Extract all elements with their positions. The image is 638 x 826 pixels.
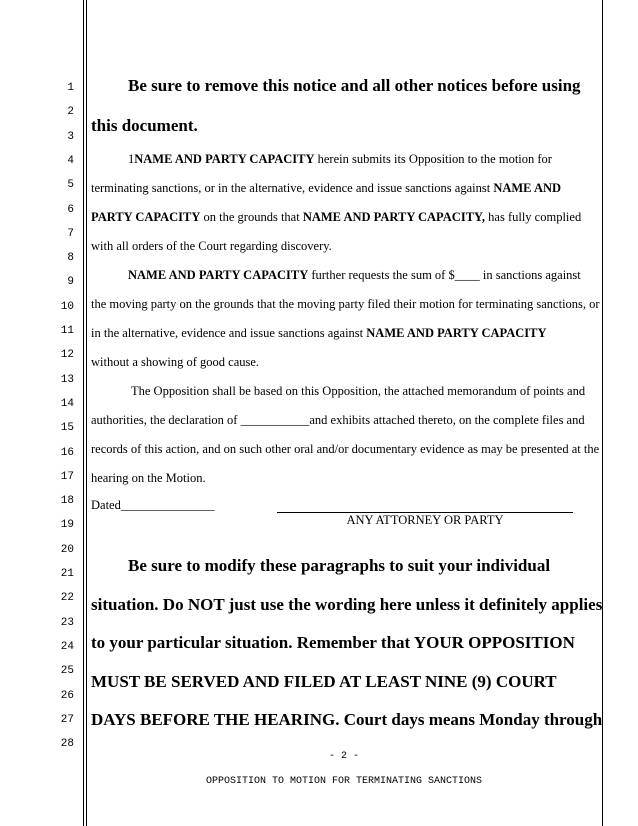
line-number: 4 (67, 154, 74, 167)
para2-text: in the alternative, evidence and issue sanctions against (91, 326, 367, 340)
line-number: 10 (60, 300, 74, 313)
line-number: 17 (60, 470, 74, 483)
signer-name: ANY ATTORNEY OR PARTY (346, 513, 504, 527)
party-name: PARTY CAPACITY (91, 210, 201, 224)
notice-bottom-line-2: situation. Do NOT just use the wording here unless it definitely applies (91, 595, 603, 614)
para3-text: authorities, the declaration of (91, 413, 241, 427)
party-name: NAME AND (493, 181, 562, 195)
amount-blank: ____ (454, 268, 480, 282)
para1-line-3 (91, 209, 581, 225)
right-margin-rule (602, 0, 603, 826)
line-number: 18 (60, 495, 74, 508)
para3-line-3: records of this action, and on such other oral and/or documentary evidence as may be presented at the (91, 442, 600, 456)
para2-line-1 (128, 267, 581, 283)
line-number: 20 (60, 543, 74, 556)
line-number: 11 (60, 325, 74, 337)
para2-line-4: without a showing of good cause. (91, 355, 260, 369)
line-number: 9 (67, 276, 74, 289)
para1-text: has fully complied (485, 210, 582, 224)
line-number: 13 (60, 373, 74, 386)
line-number: 1 (67, 82, 74, 94)
line-number: 25 (60, 665, 74, 678)
notice-bottom-line-3: to your particular situation. Remember that YOUR OPPOSITION (91, 633, 575, 652)
para2-text: further requests the sum of $ (308, 268, 455, 282)
line-number: 19 (60, 519, 74, 532)
para1-text: herein submits its Opposition to the motion for (314, 152, 552, 166)
para1-number: 1 (128, 152, 135, 166)
party-name: NAME AND PARTY CAPACITY, (302, 210, 486, 224)
line-number: 21 (60, 568, 74, 580)
notice-bottom-line-5: DAYS BEFORE THE HEARING. Court days means Monday through (91, 710, 603, 729)
page-number: - 2 - (328, 751, 359, 762)
line-number: 22 (60, 592, 74, 605)
notice-bottom-line-1: Be sure to modify these paragraphs to suit your individual (128, 556, 551, 575)
para2-line-3 (91, 325, 547, 341)
footer-title: OPPOSITION TO MOTION FOR TERMINATING SANCTIONS (205, 776, 483, 787)
line-number: 23 (60, 616, 74, 629)
line-number: 14 (60, 397, 74, 410)
notice-top-line-1: Be sure to remove this notice and all other notices before using (128, 76, 581, 95)
para3-line-4: hearing on the Motion. (91, 471, 206, 485)
line-number: 3 (67, 130, 74, 143)
notice-top-line-2: this document. (91, 116, 198, 135)
para1-line-4: with all orders of the Court regarding discovery. (91, 239, 332, 253)
para3-text: and exhibits attached thereto, on the complete files and (309, 413, 585, 427)
declarant-blank: ___________ (240, 413, 310, 427)
line-number: 24 (60, 640, 74, 653)
notice-bottom-line-4: MUST BE SERVED AND FILED AT LEAST NINE (9) COURT (91, 672, 557, 691)
line-number: 5 (67, 179, 74, 192)
para3-line-2 (91, 412, 585, 428)
party-name: NAME AND PARTY CAPACITY (128, 268, 309, 282)
para3-line-1: The Opposition shall be based on this Opposition, the attached memorandum of points and (131, 384, 586, 398)
line-number: 27 (60, 713, 74, 726)
line-number: 2 (67, 106, 74, 119)
line-number: 12 (60, 349, 74, 362)
line-number: 8 (67, 252, 74, 265)
dated-label: Dated (91, 498, 121, 512)
date-blank: _______________ (120, 498, 215, 512)
left-margin-rule-outer (83, 0, 84, 826)
line-number: 15 (60, 422, 74, 435)
para2-text: in sanctions against (479, 268, 581, 282)
para1-text: terminating sanctions, or in the alternative, evidence and issue sanctions against (91, 181, 494, 195)
para1-line-2 (91, 180, 561, 196)
line-number: 28 (60, 738, 74, 751)
para1-text: on the grounds that (200, 210, 303, 224)
line-number: 16 (60, 446, 74, 459)
left-margin-rule-inner (86, 0, 87, 826)
para2-line-2: the moving party on the grounds that the moving party filed their motion for terminating sanctions, or (91, 297, 600, 311)
line-number: 7 (67, 227, 74, 240)
dated-line (91, 497, 215, 513)
party-name: NAME AND PARTY CAPACITY (134, 152, 315, 166)
line-number: 26 (60, 689, 74, 702)
para1-line-1 (128, 151, 552, 167)
party-name: NAME AND PARTY CAPACITY (366, 326, 547, 340)
line-number: 6 (67, 203, 74, 216)
